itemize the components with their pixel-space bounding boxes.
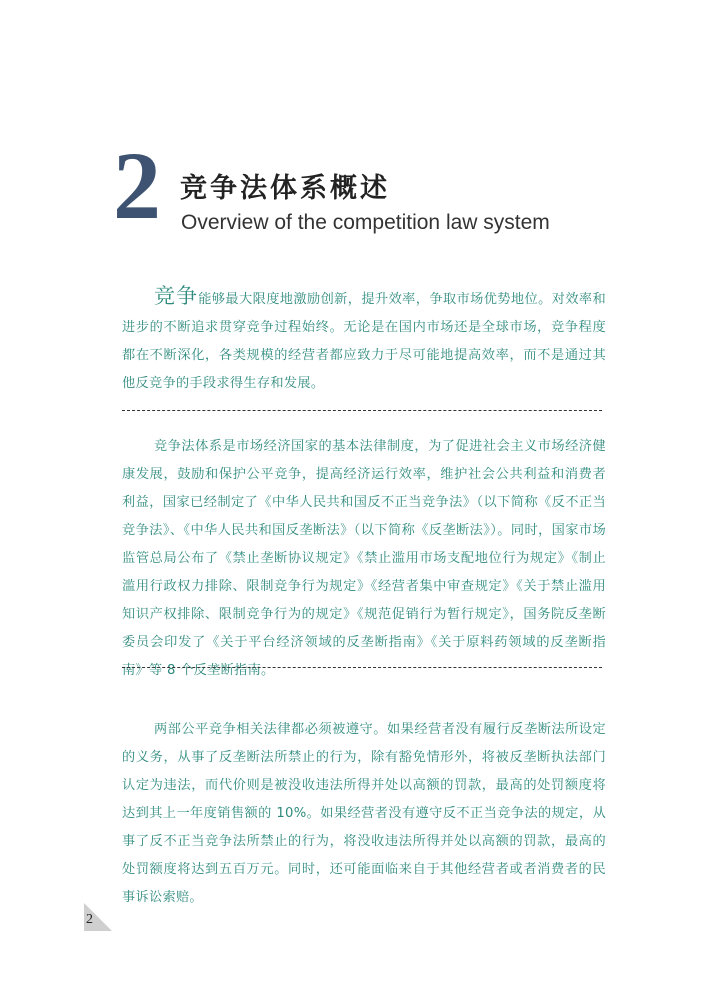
dashed-divider <box>122 410 602 411</box>
compliance-paragraph: 两部公平竞争相关法律都必须被遵守。如果经营者没有履行反垄断法所设定的义务，从事了反垄断法所禁止的行为，除有豁免情形外，将被反垄断执法部门认定为违法，而代价则是被没收违法所得并处以高额的罚款，最高的处罚额度将达到其上一年度销售额的 10%。如果经营者没有遵守反不正当竞争法的规定，从事了反不正当竞争法所禁止的行为，将没收违法所得并处以高额的罚款，最高的处罚额度将达到五百万元。同时，还可能面临来自于其他经营者或者消费者的民事诉讼索赔。 <box>122 722 606 905</box>
legal-framework-paragraph: 竞争法体系是市场经济国家的基本法律制度，为了促进社会主义市场经济健康发展，鼓励和保护公平竞争，提高经济运行效率，维护社会公共利益和消费者利益，国家已经制定了《中华人民共和国反不正当竞争法》（以下简称《反不正当竞争法》、《中华人民共和国反垄断法》（以下简称《反垄断法》）。同时，国家市场监管总局公布了《禁止垄断协议规定》《禁止滥用市场支配地位行为规定》《制止滥用行政权力排除、限制竞争行为规定》《经营者集中审查规定》《关于禁止滥用知识产权排除、限制竞争行为的规定》《规范促销行为暂行规定》，国务院反垄断委员会印发了《关于平台经济领域的反垄断指南》《关于原料药领域的反垄断指南》等 8 个反垄断指南。 <box>122 439 606 678</box>
intro-paragraph <box>122 282 606 398</box>
chapter-subtitle: Overview of the competition law system <box>181 211 550 234</box>
chapter-title: 竞争法体系概述 <box>180 173 390 204</box>
chapter-number: 2 <box>113 132 161 239</box>
intro-lead-word: 竞争 <box>154 284 199 308</box>
intro-paragraph-text: 能够最大限度地激励创新，提升效率，争取市场优势地位。对效率和进步的不断追求贯穿竞争过程始终。无论是在国内市场还是全球市场，竞争程度都在不断深化，各类规模的经营者都应致力于尽可能地提高效率，而不是通过其他反竞争的手段求得生存和发展。 <box>122 292 606 391</box>
page-number: 2 <box>86 912 93 927</box>
dashed-divider <box>122 667 602 668</box>
